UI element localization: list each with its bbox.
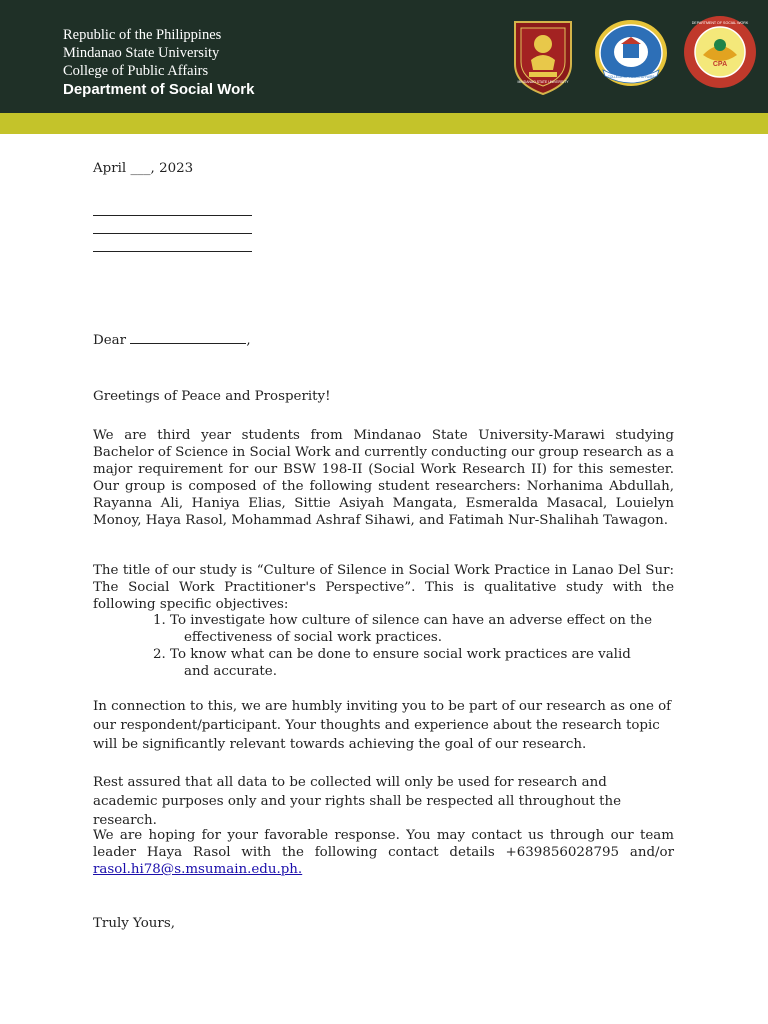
objective-number: 2. (153, 647, 166, 662)
header-accent-band (0, 113, 768, 134)
objective-item (140, 646, 660, 680)
contact-text: We are hoping for your favorable response. You may contact us through our team leader Haya Rasol with the following contact details +639856028795 and/or (93, 828, 674, 860)
closing: Truly Yours, (93, 916, 175, 931)
college-seal-text: COLLEGE OF PUBLIC AFFAIRS (607, 75, 655, 79)
salutation (93, 331, 674, 349)
department-social-work-seal-logo (683, 15, 757, 89)
letter-date: April ___, 2023 (93, 161, 194, 176)
recipient-line-name (93, 215, 252, 216)
dsw-seal-text: DEPARTMENT OF SOCIAL WORK (691, 21, 749, 25)
header-line-republic: Republic of the Philippines (63, 27, 222, 43)
recipient-line-position (93, 233, 252, 234)
letterhead (0, 0, 768, 113)
college-public-affairs-seal-logo (593, 18, 669, 88)
greeting: Greetings of Peace and Prosperity! (93, 389, 331, 404)
header-department: Department of Social Work (63, 81, 255, 98)
paragraph-invitation: In connection to this, we are humbly inviting you to be part of our research as one of our respondent/participant. Your thoughts and experience about the research topic will be significantly relevant towards achieving the goal of our research. (93, 699, 672, 752)
contact-email-link[interactable]: rasol.hi78@s.msumain.edu.ph. (93, 862, 303, 877)
recipient-line-address (93, 251, 252, 252)
objective-item (140, 612, 660, 646)
salutation-prefix: Dear (93, 333, 127, 348)
salutation-blank-line (130, 331, 246, 344)
salutation-comma: , (246, 333, 251, 348)
header-line-university: Mindanao State University (63, 45, 220, 61)
msu-seal-logo (509, 20, 577, 96)
paragraph-confidentiality: Rest assured that all data to be collected will only be used for research and academic purposes only and your rights shall be respected all throughout the research. (93, 775, 622, 828)
paragraph-introduction: We are third year students from Mindanao State University-Marawi studying Bachelor of Science in Social Work and currently conducting our group research as a major requirement for our BSW 198-II (Social Work Research II) for this semester. Our group is composed of the following student researchers: Norhanima Abdullah, Rayanna Ali, Haniya Elias, Sittie Asiyah Mangata, Esmeralda Masacal, Louielyn Monoy, Haya Rasol, Mohammad Ashraf Sihawi, and Fatimah Nur-Shalihah Tawagon. (93, 428, 674, 528)
objectives-list (140, 612, 660, 680)
header-line-college: College of Public Affairs (63, 63, 209, 79)
objective-text: To know what can be done to ensure social work practices are valid and accurate. (170, 647, 631, 679)
objective-text: To investigate how culture of silence can have an adverse effect on the effectiveness of social work practices. (170, 613, 653, 645)
paragraph-contact (93, 827, 674, 878)
objective-number: 1. (153, 613, 166, 628)
dsw-seal-abbr: CPA (712, 61, 728, 68)
msu-seal-text: MINDANAO STATE UNIVERSITY (517, 80, 569, 84)
paragraph-study-title: The title of our study is “Culture of Silence in Social Work Practice in Lanao Del Sur: The Social Work Practitioner's Perspective”. This is qualitative study with the following specific objectives: (93, 563, 674, 612)
